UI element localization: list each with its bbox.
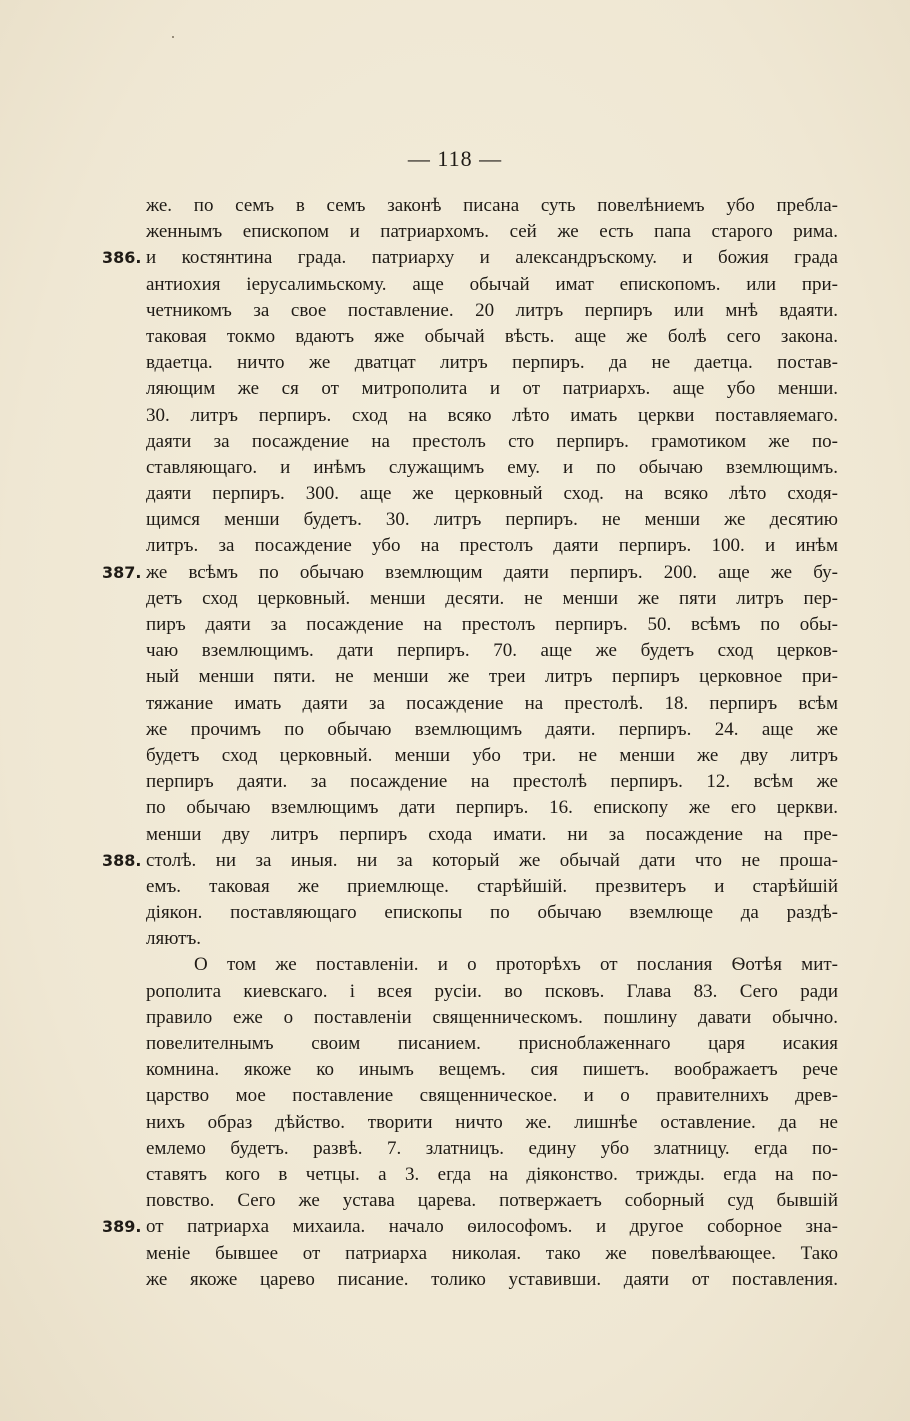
text-line <box>146 795 838 821</box>
line-text: будетъ сход церковный. менши убо три. не менши же дву литръ <box>146 744 838 766</box>
line-text: О том же поставленіи. и о проторѣхъ от послания Ѳотѣя мит- <box>194 954 838 976</box>
paper-speck <box>172 36 174 38</box>
text-line <box>146 926 838 952</box>
text-line <box>146 1005 838 1031</box>
line-text: даяти перпиръ. 300. аще же церковный сход. на всяко лѣто сходя- <box>146 483 838 505</box>
line-text: женнымъ епископом и патриархомъ. сей же есть папа старого рима. <box>146 221 838 243</box>
text-line <box>146 822 838 848</box>
line-text: царство мое поставление священническое. и о правителнихъ древ- <box>146 1085 838 1107</box>
line-text: ный менши пяти. не менши же треи литръ перпиръ церковное при- <box>146 666 838 688</box>
text-line <box>146 1083 838 1109</box>
line-text: емъ. таковая же приемлюще. старѣйшій. презвитеръ и старѣйшій <box>146 875 838 897</box>
line-text: пиръ даяти за посаждение на престолъ перпиръ. 50. всѣмъ по обы- <box>146 614 838 635</box>
text-line <box>146 193 838 219</box>
line-text: рополита киевскаго. і всея русіи. во псковъ. Глава 83. Сего ради <box>146 980 838 1002</box>
line-text: діякон. поставляющаго епископы по обычаю вземлюще да раздѣ- <box>146 902 838 924</box>
line-text: по обычаю вземлющимъ дати перпиръ. 16. епископу же его церкви. <box>146 797 838 819</box>
line-text: ставятъ кого в четцы. а 3. егда на діяконство. трижды. егда на по- <box>146 1163 838 1185</box>
text-line <box>146 586 838 612</box>
line-text: даяти за посаждение на престолъ сто перпиръ. грамотиком же по- <box>146 430 838 452</box>
line-text: повелителнымъ своим писанием. присноблаженнаго царя исакия <box>146 1033 838 1054</box>
line-text: ляющим же ся от митрополита и от патриархъ. аще убо менши. <box>146 378 838 400</box>
text-line <box>146 691 838 717</box>
text-line <box>146 1188 838 1214</box>
text-line <box>146 717 838 743</box>
text-line <box>146 533 838 559</box>
line-text: и костянтина града. патриарху и александръскому. и божия града <box>146 247 838 269</box>
text-line <box>146 769 838 795</box>
text-line <box>146 507 838 533</box>
line-text: вдаетца. ничто же дватцат литръ перпиръ. да не даетца. постав- <box>146 352 838 374</box>
line-text: перпиръ даяти. за посаждение на престолѣ перпиръ. 12. всѣм же <box>146 771 838 793</box>
line-text: менши дву литръ перпиръ схода имати. ни за посаждение на пре- <box>146 823 838 845</box>
text-line <box>146 1136 838 1162</box>
line-text: четникомъ за свое поставление. 20 литръ перпиръ или мнѣ вдаяти. <box>146 299 838 321</box>
line-text: правило еже о поставленіи священническомъ. пошлину давати обычно. <box>146 1006 838 1028</box>
line-text: емлемо будетъ. развѣ. 7. златницъ. едину убо златницу. егда по- <box>146 1137 838 1159</box>
line-text: столѣ. ни за иныя. ни за который же обычай дати что не проша- <box>146 849 838 871</box>
line-text: ляютъ. <box>146 928 202 950</box>
line-text: таковая токмо вдаютъ яже обычай вѣсть. аще же болѣ сего закона. <box>146 325 838 347</box>
page-number: — 118 — <box>407 146 503 171</box>
line-text: же всѣмъ по обычаю вземлющим даяти перпиръ. 200. аще же бу- <box>146 561 838 583</box>
text-line <box>146 298 838 324</box>
text-line <box>146 429 838 455</box>
text-line <box>146 743 838 769</box>
text-line <box>146 1241 838 1267</box>
line-text: же якоже царево писание. толико уставивши. даяти от поставления. <box>146 1268 838 1290</box>
margin-section-number: 386. <box>102 248 142 268</box>
line-text: от патриарха михаила. начало ѳилософомъ. и другое соборное зна- <box>146 1216 838 1238</box>
text-line <box>146 900 838 926</box>
line-text: же прочимъ по обычаю вземлющимъ даяти. перпиръ. 24. аще же <box>146 718 838 740</box>
line-text: нихъ образ дѣйство. творити ничто же. лишнѣе оставление. да не <box>146 1111 838 1133</box>
text-line <box>146 1162 838 1188</box>
text-line <box>146 272 838 298</box>
line-text: тяжание имать даяти за посаждение на престолѣ. 18. перпиръ всѣм <box>146 692 838 714</box>
text-line <box>146 403 838 429</box>
text-line <box>146 664 838 690</box>
text-line <box>102 848 838 874</box>
text-line <box>146 1267 838 1293</box>
text-line <box>146 376 838 402</box>
text-line <box>102 245 838 271</box>
text-line <box>146 219 838 245</box>
line-text: повство. Сего же устава царева. потвержаетъ соборный суд бывшій <box>146 1190 838 1212</box>
line-text: ставляющаго. и инѣмъ служащимъ ему. и по обычаю вземлющимъ. <box>146 456 838 478</box>
text-line <box>146 324 838 350</box>
text-line <box>102 560 838 586</box>
text-line <box>146 952 838 978</box>
text-line <box>146 1110 838 1136</box>
text-line <box>146 455 838 481</box>
line-text: меніе бывшее от патриарха николая. тако же повелѣвающее. Тако <box>146 1242 838 1264</box>
margin-section-number: 387. <box>102 562 142 582</box>
text-line <box>146 638 838 664</box>
line-text: 30. литръ перпиръ. сход на всяко лѣто имать церкви поставляемаго. <box>146 404 838 426</box>
line-text: антиохия іерусалимьскому. аще обычай имат епископомъ. или при- <box>146 273 838 295</box>
line-text: литръ. за посаждение убо на престолъ даяти перпиръ. 100. и инѣм <box>146 535 838 557</box>
line-text: детъ сход церковный. менши десяти. не менши же пяти литръ пер- <box>146 587 838 609</box>
line-text: же. по семъ в семъ законѣ писана суть повелѣниемъ убо пребла- <box>146 195 838 216</box>
margin-section-number: 389. <box>102 1217 142 1237</box>
text-line <box>146 874 838 900</box>
text-line <box>146 350 838 376</box>
text-line <box>146 1031 838 1057</box>
line-text: чаю вземлющимъ. дати перпиръ. 70. аще же будетъ сход церков- <box>146 640 838 662</box>
line-text: комнина. якоже ко инымъ вещемъ. сия пишетъ. воображаетъ рече <box>146 1059 838 1081</box>
text-line <box>146 979 838 1005</box>
margin-section-number: 388. <box>102 850 142 870</box>
text-line <box>146 1057 838 1083</box>
text-line <box>146 481 838 507</box>
text-body <box>102 193 838 1293</box>
line-text: щимся менши будетъ. 30. литръ перпиръ. не менши же десятию <box>146 509 838 531</box>
text-line <box>146 612 838 638</box>
text-line <box>102 1214 838 1240</box>
